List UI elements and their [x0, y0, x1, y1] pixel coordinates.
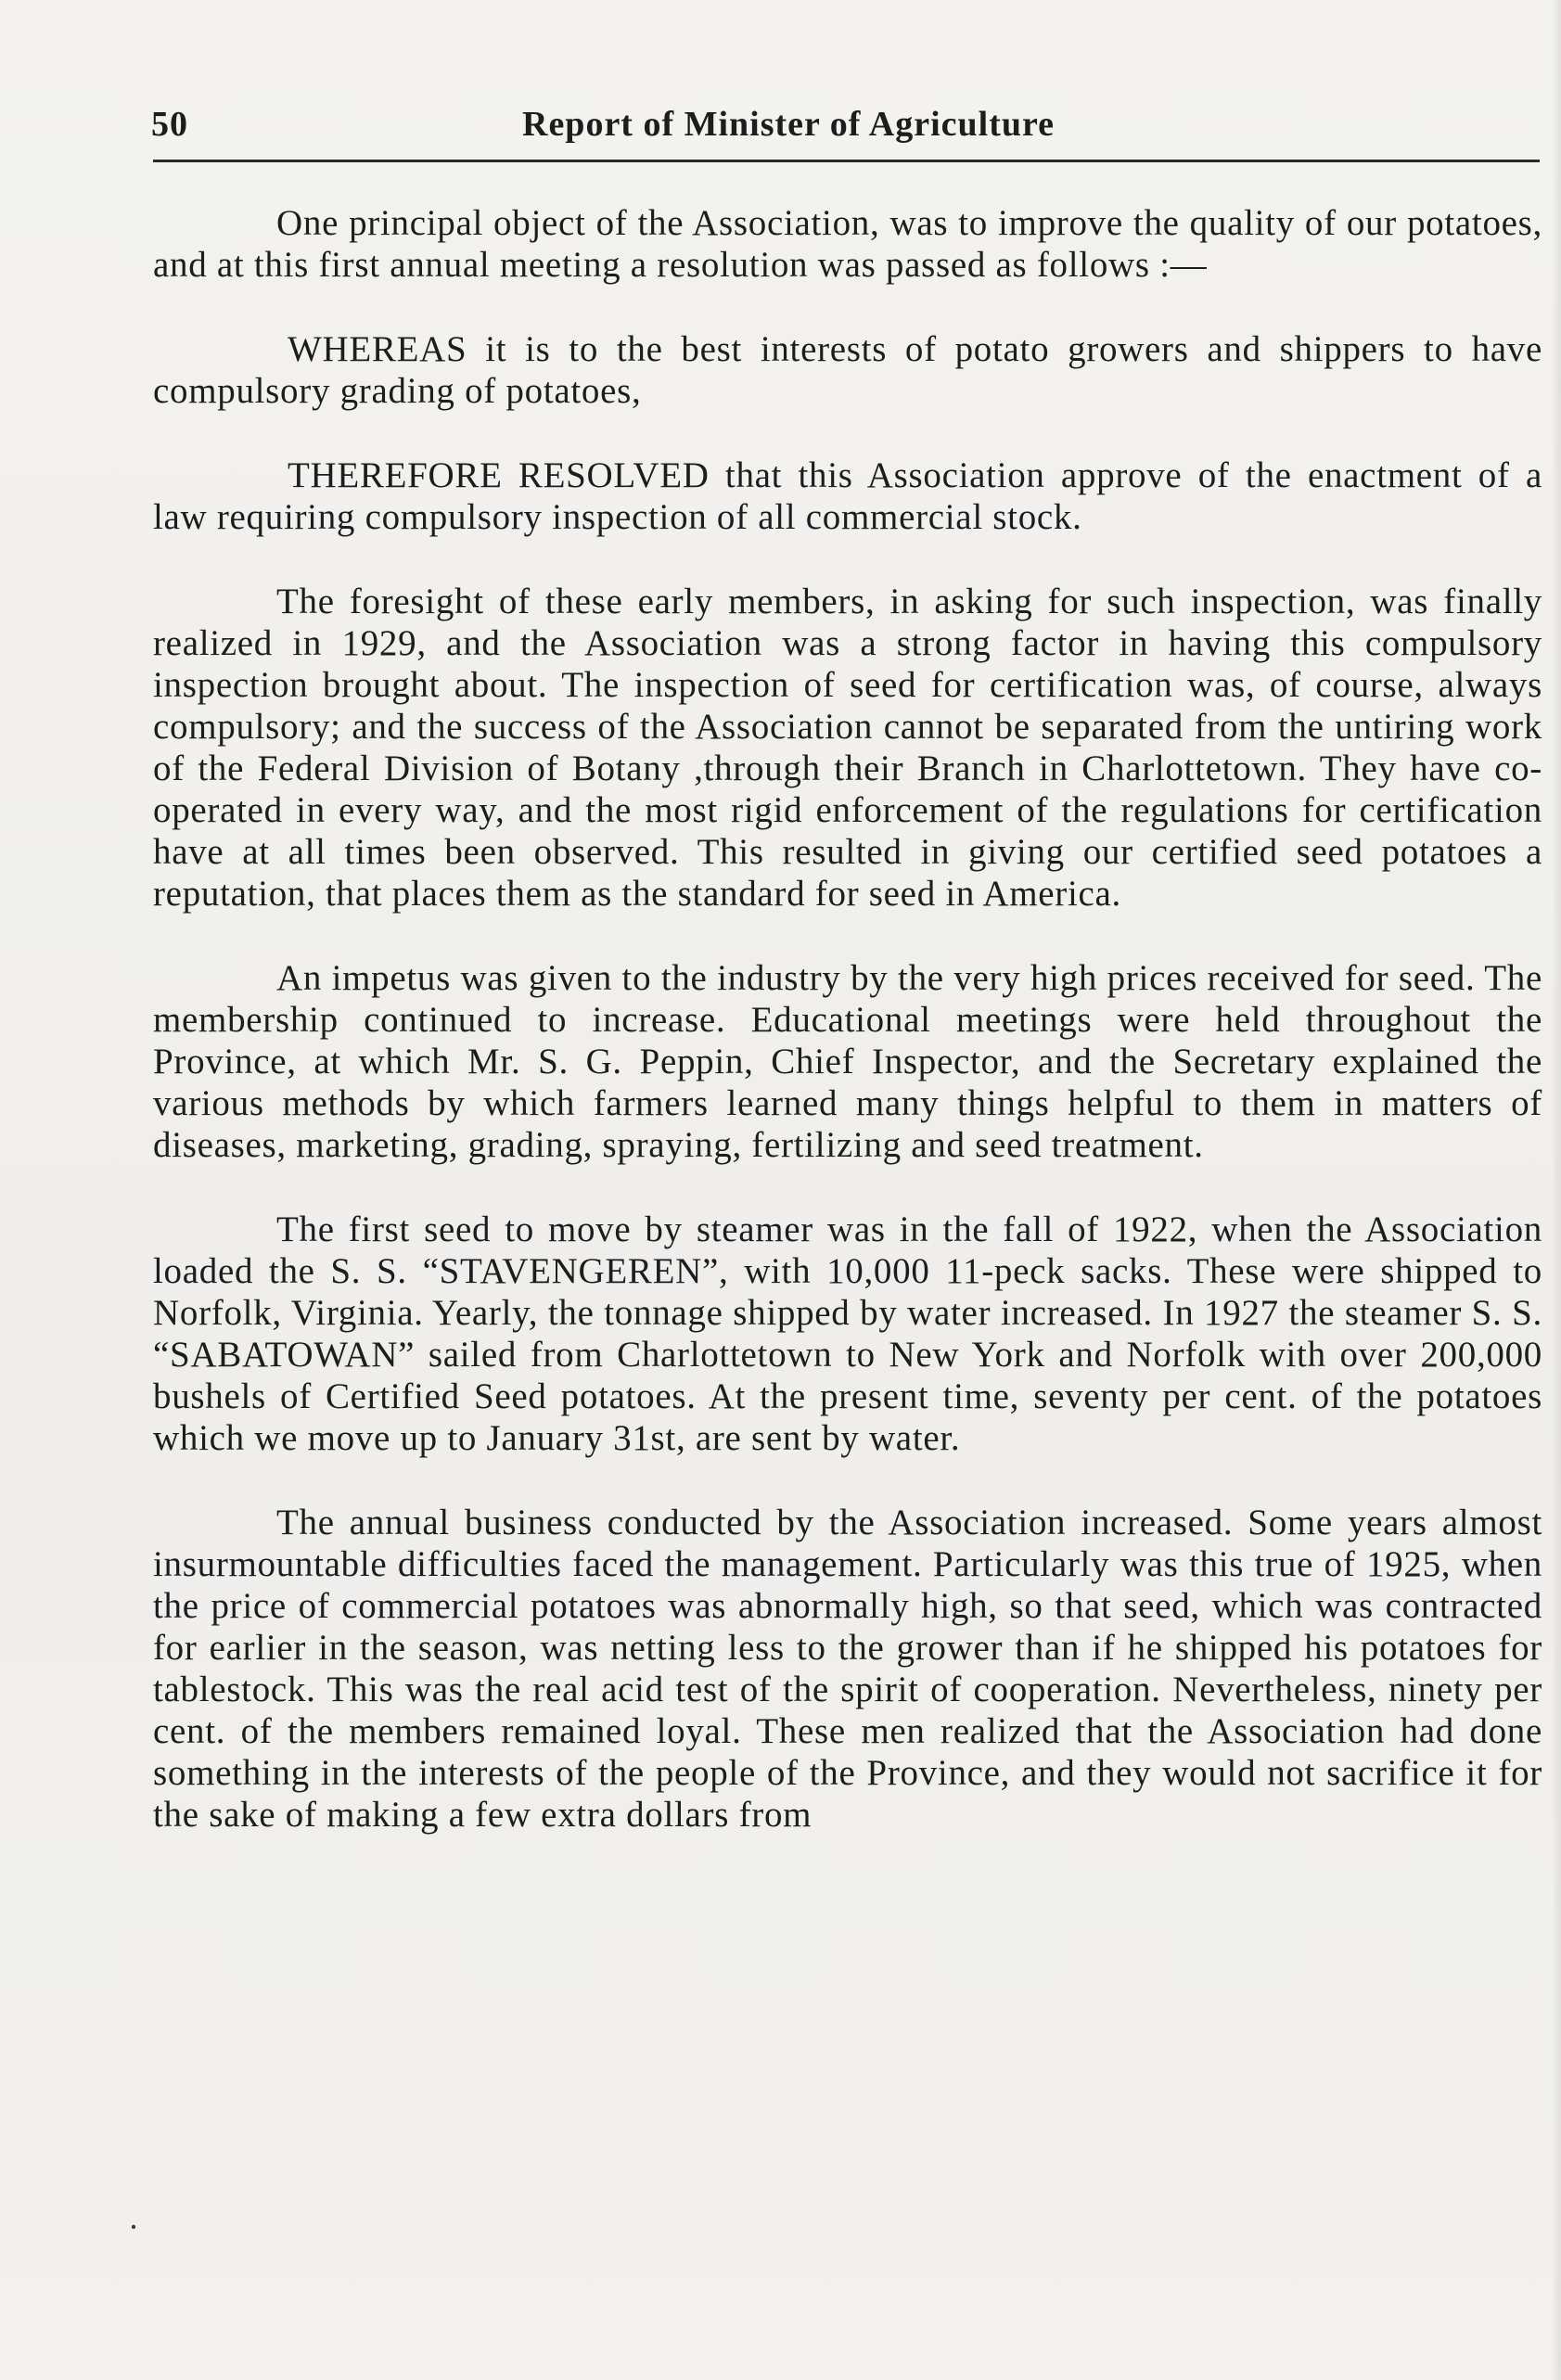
- paragraph-objective: One principal object of the Association, was to improve the quality of our potatoes, and at this first annual meeting a resolution was passed as follows :—: [153, 203, 1542, 285]
- margin-dot-mark: ·: [128, 2208, 139, 2246]
- paragraph-inspection: The foresight of these early members, in asking for such inspection, was finally realized in 1929, and the Association was a strong factor in having this compulsory inspection brought about. The inspection of seed for certification was, of course, always compulsory; and the success of the Association cannot be separated from the untiring work of the Federal Division of Botany ,through their Branch in Charlottetown. They have co-operated in every way, and the most rigid enforcement of the regulations for certification have at all times been observed. This resulted in giving our certified seed potatoes a reputation, that places them as the standard for seed in America.: [153, 582, 1542, 914]
- header-rule: [153, 160, 1540, 162]
- page-number: 50: [151, 105, 188, 144]
- running-title: Report of Minister of Agriculture: [522, 105, 1056, 144]
- paragraph-business: The annual business conducted by the Association increased. Some years almost insurmountable difficulties faced the management. Particularly was this true of 1925, when the price of commercial potatoes was abnormally high, so that seed, which was contracted for earlier in the season, was netting less to the grower than if he shipped his potatoes for tablestock. This was the real acid test of the spirit of cooperation. Nevertheless, ninety per cent. of the members remained loyal. These men realized that the Association had done something in the interests of the people of the Province, and they would not sacrifice it for the sake of making a few extra dollars from: [153, 1503, 1542, 1835]
- body-text: [153, 202, 1542, 1878]
- page-edge-shadow: [1552, 0, 1561, 2380]
- paragraph-impetus: An impetus was given to the industry by the very high prices received for seed. The membership continued to increase. Educational meetings were held throughout the Province, at which Mr. S. G. Peppin, Chief Inspector, and the Secretary explained the various methods by which farmers learned many things helpful to them in matters of diseases, marketing, grading, spraying, fertilizing and seed treatment.: [153, 958, 1542, 1165]
- paragraph-steamer: The first seed to move by steamer was in the fall of 1922, when the Association loaded the S. S. “STAVENGEREN”, with 10,000 11-peck sacks. These were shipped to Norfolk, Virginia. Yearly, the tonnage shipped by water increased. In 1927 the steamer S. S. “SABATOWAN” sailed from Charlottetown to New York and Norfolk with over 200,000 bushels of Certified Seed potatoes. At the present time, seventy per cent. of the potatoes which we move up to January 31st, are sent by water.: [153, 1209, 1542, 1458]
- resolution-therefore: THEREFORE RESOLVED that this Association approve of the enactment of a law requiring compulsory inspection of all commercial stock.: [153, 455, 1542, 537]
- page-header: [151, 104, 1542, 160]
- resolution-whereas: WHEREAS it is to the best interests of potato growers and shippers to have compulsory grading of potatoes,: [153, 329, 1542, 411]
